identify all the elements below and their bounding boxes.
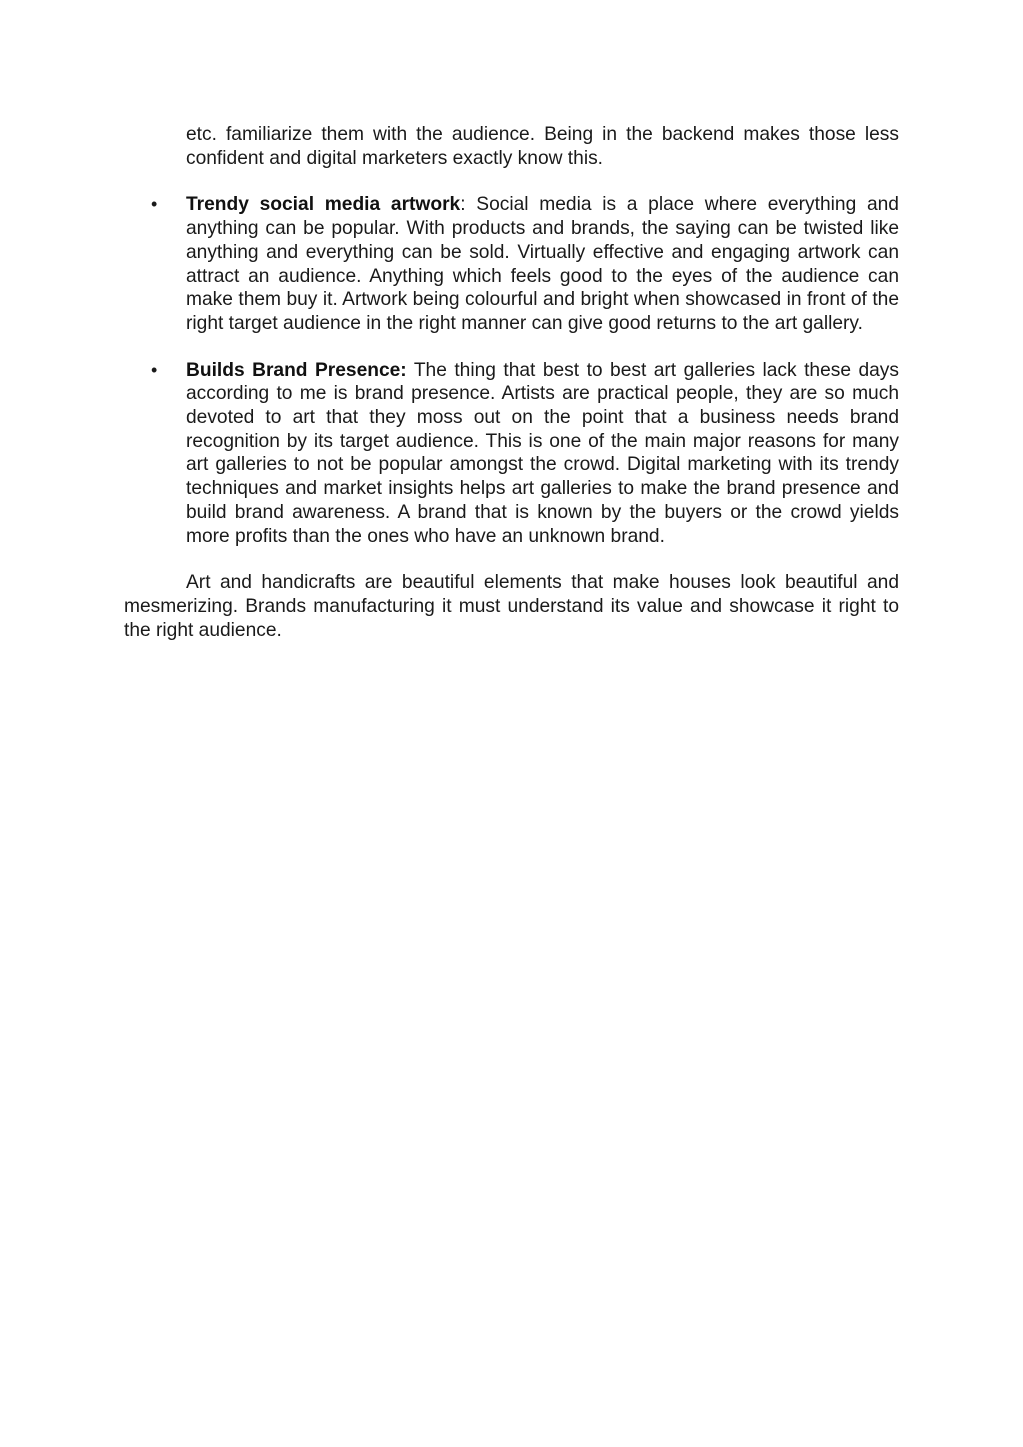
- bullet-item-social-media-artwork: [151, 193, 899, 335]
- bullet-item-brand-presence: [151, 359, 899, 549]
- page-content: [124, 123, 899, 642]
- bullet-icon: •: [151, 359, 158, 380]
- bullet-body: Social media is a place where everything and anything can be popular. With products and brands, the saying can be twisted like anything and everything can be sold. Virtually effective and engaging artwork can attract an audience. Anything which feels good to the eyes of the audience can make them buy it. Artwork being colourful and bright when showcased in front of the right target audience in the right manner can give good returns to the art gallery.: [186, 194, 899, 334]
- bullet-list: [124, 193, 899, 548]
- bullet-separator: :: [460, 194, 477, 216]
- bullet-heading: Trendy social media artwork: [186, 194, 461, 216]
- closing-paragraph: Art and handicrafts are beautiful elements that make houses look beautiful and mesmerizing. Brands manufacturing it must understand its value and showcase it right to the right audience.: [124, 572, 899, 641]
- bullet-heading: Builds Brand Presence:: [186, 359, 407, 381]
- bullet-body: The thing that best to best art galleries lack these days according to me is brand presence. Artists are practical people, they are so much devoted to art that they moss out on the point that a business needs brand recognition by its target audience. This is one of the main major reasons for many art galleries to not be popular amongst the crowd. Digital marketing with its trendy techniques and market insights helps art galleries to make the brand presence and build brand awareness. A brand that is known by the buyers or the crowd yields more profits than the ones who have an unknown brand.: [186, 359, 899, 547]
- bullet-icon: •: [151, 194, 158, 215]
- continuation-paragraph: etc. familiarize them with the audience. Being in the backend makes those less confident and digital marketers exactly know this.: [186, 124, 899, 169]
- bullet-separator: [407, 360, 414, 381]
